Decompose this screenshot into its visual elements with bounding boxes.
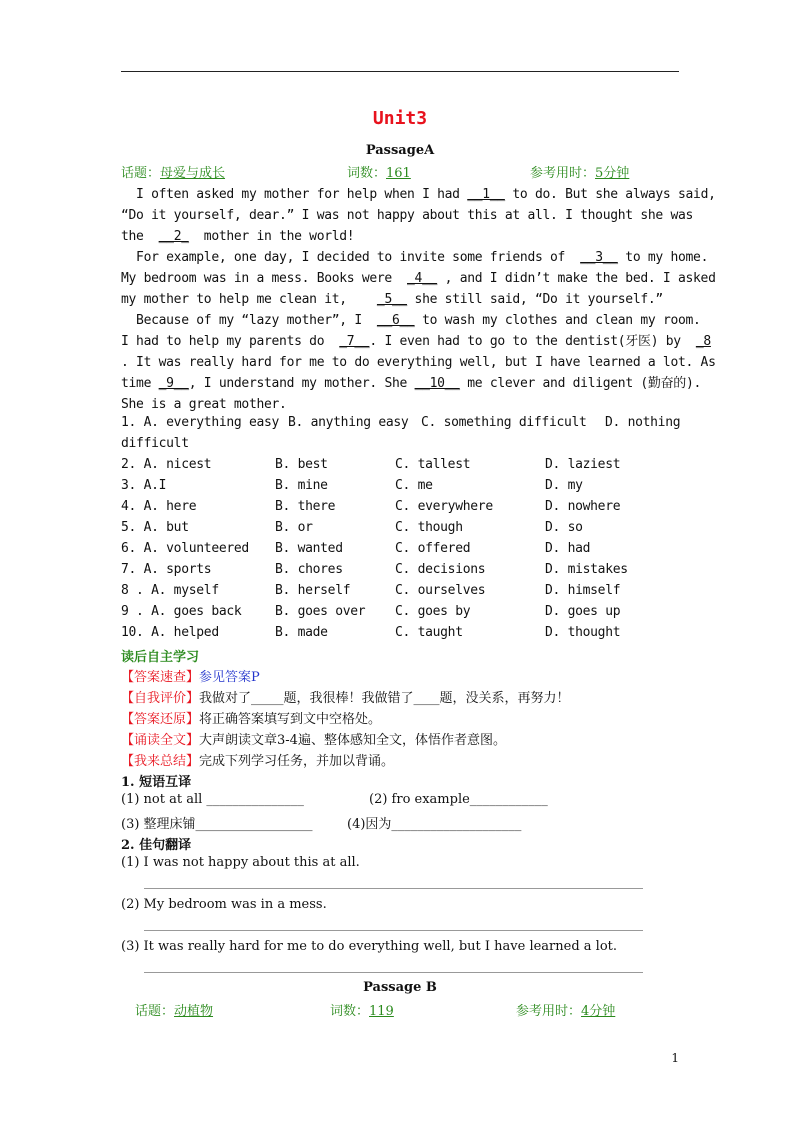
passage-text: she still said, “Do it yourself.”: [407, 292, 663, 307]
top-rule: [121, 71, 679, 72]
passage-text: I often asked my mother for help when I had: [121, 187, 468, 202]
blank[interactable]: _4__: [407, 271, 438, 286]
question-option-b[interactable]: B. there: [275, 499, 336, 514]
passage-text: . It was really hard for me to do everything well, but I have learned a lot. As: [121, 355, 716, 370]
question-option-a[interactable]: 4. A. here: [121, 499, 197, 514]
question-option-d[interactable]: D. my: [545, 478, 583, 493]
passage-line: [121, 373, 702, 394]
passage-a-topic: [121, 162, 225, 181]
question-option-c[interactable]: C. tallest: [395, 457, 471, 472]
phrase-heading: 1. 短语互译: [121, 775, 192, 790]
passage-text: Because of my “lazy mother”, I: [121, 313, 377, 328]
time-label: 参考用时：: [530, 166, 596, 181]
item-text: 我做对了_____题，我很棒！我做错了____题，没关系，再努力！: [199, 691, 570, 706]
item-text: 将正确答案填写到文中空格处。: [199, 712, 382, 727]
question-option-c[interactable]: C. offered: [395, 541, 471, 556]
passage-text: , I understand my mother. She: [188, 376, 415, 391]
question-option-d[interactable]: D. so: [545, 520, 583, 535]
question-option-b[interactable]: B. or: [275, 520, 313, 535]
item-tag: 【诵读全文】: [121, 733, 200, 748]
blank[interactable]: _8: [695, 334, 711, 349]
passage-text: . I even had to go to the dentist(牙医) by: [369, 334, 696, 349]
passage-line: [121, 352, 716, 373]
question-option-d[interactable]: D. goes up: [545, 604, 621, 619]
item-text: 大声朗读文章3-4遍、整体感知全文，体悟作者意图。: [199, 733, 506, 748]
passage-line: [121, 268, 716, 289]
question-option-a[interactable]: 9 . A. goes back: [121, 604, 242, 619]
question-option-b[interactable]: B. wanted: [275, 541, 343, 556]
item-tag: 【我来总结】: [121, 754, 200, 769]
item-tag: 【答案还原】: [121, 712, 200, 727]
passage-line: [121, 247, 709, 268]
passage-text: to my home.: [617, 250, 709, 265]
passage-text: to wash my clothes and clean my room.: [414, 313, 701, 328]
passage-line: [121, 310, 701, 331]
blank[interactable]: _9__: [158, 376, 189, 391]
blank[interactable]: __2_: [158, 229, 189, 244]
passage-text: mother in the world!: [188, 229, 355, 244]
topic-value: 母爱与成长: [160, 166, 226, 181]
question-option-d[interactable]: D. mistakes: [545, 562, 628, 577]
passage-line: [121, 394, 681, 415]
question-option-a[interactable]: 5. A. but: [121, 520, 189, 535]
phrase-3: (3) 整理床铺__________________: [121, 817, 313, 832]
question-option-d[interactable]: D. nowhere: [545, 499, 621, 514]
item-text: 完成下列学习任务，并加以背诵。: [199, 754, 395, 769]
passage-text: My bedroom was in a mess. Books were: [121, 271, 408, 286]
unit-title: Unit3: [372, 108, 428, 129]
self-study-heading: 读后自主学习: [121, 650, 200, 665]
sentence-2: (2) My bedroom was in a mess.: [121, 897, 327, 912]
question-option-d[interactable]: D. had: [545, 541, 591, 556]
blank[interactable]: __3__: [580, 250, 618, 265]
passage-line: [121, 184, 716, 205]
question-option-b[interactable]: B. best: [275, 457, 328, 472]
passage-line: [121, 205, 694, 226]
question-option-d[interactable]: D. nothing: [605, 415, 681, 430]
question-option-a[interactable]: 10. A. helped: [121, 625, 219, 640]
passage-a-wordcount: [347, 162, 411, 181]
question-option-continuation: difficult: [121, 436, 189, 451]
question-option-c[interactable]: C. something difficult: [421, 415, 587, 430]
passage-text: my mother to help me clean it,: [121, 292, 377, 307]
question-option-a[interactable]: 2. A. nicest: [121, 457, 212, 472]
question-option-c[interactable]: C. everywhere: [395, 499, 493, 514]
question-option-c[interactable]: C. ourselves: [395, 583, 486, 598]
question-option-d[interactable]: D. himself: [545, 583, 621, 598]
passage-text: to do. But she always said,: [504, 187, 716, 202]
question-option-b[interactable]: B. mine: [275, 478, 328, 493]
question-option-b[interactable]: B. chores: [275, 562, 343, 577]
passage-b-title: Passage B: [363, 980, 437, 995]
sentence-3: (3) It was really hard for me to do everything well, but I have learned a lot.: [121, 939, 618, 954]
blank[interactable]: __6__: [376, 313, 415, 328]
question-option-a[interactable]: 3. A.I: [121, 478, 167, 493]
time-label: 参考用时：: [516, 1004, 582, 1019]
topic-label: 话题：: [121, 166, 161, 181]
passage-b-topic: [135, 1000, 213, 1019]
question-option-b[interactable]: B. made: [275, 625, 328, 640]
answer-line-2[interactable]: [144, 930, 643, 931]
phrase-2: (2) fro example____________: [369, 792, 548, 807]
passage-a-time: [530, 162, 629, 181]
question-option-d[interactable]: D. laziest: [545, 457, 621, 472]
question-option-c[interactable]: C. though: [395, 520, 463, 535]
sentence-1: (1) I was not happy about this at all.: [121, 855, 360, 870]
question-option-c[interactable]: C. me: [395, 478, 433, 493]
passage-text: She is a great mother.: [121, 397, 287, 412]
passage-text: For example, one day, I decided to invite some friends of: [121, 250, 581, 265]
passage-line: [121, 289, 681, 310]
topic-label: 话题：: [135, 1004, 175, 1019]
passage-b-time: [516, 1000, 615, 1019]
topic-value: 动植物: [174, 1004, 214, 1019]
self-study-item: [121, 666, 260, 685]
wordcount-label: 词数：: [330, 1004, 370, 1019]
blank[interactable]: _5__: [376, 292, 408, 307]
time-value: 4分钟: [581, 1004, 616, 1019]
question-option-c[interactable]: C. taught: [395, 625, 463, 640]
question-option-b[interactable]: B. anything easy: [288, 415, 409, 430]
question-option-d[interactable]: D. thought: [545, 625, 621, 640]
wordcount-value: 119: [369, 1004, 394, 1019]
item-tag: 【自我评价】: [121, 691, 200, 706]
question-option-a[interactable]: 6. A. volunteered: [121, 541, 249, 556]
passage-text: the: [121, 229, 159, 244]
time-value: 5分钟: [595, 166, 630, 181]
question-option-b[interactable]: B. herself: [275, 583, 351, 598]
passage-b-wordcount: [330, 1000, 394, 1019]
passage-text: me clever and diligent (勤奋的).: [459, 376, 702, 391]
item-text[interactable]: 参见答案P: [199, 670, 260, 685]
passage-a-title: PassageA: [365, 143, 435, 158]
phrase-1: (1) not at all _______________: [121, 792, 304, 807]
passage-text: , and I didn’t make the bed. I asked: [437, 271, 716, 286]
question-option-c[interactable]: C. goes by: [395, 604, 471, 619]
item-tag: 【答案速查】: [121, 670, 200, 685]
self-study-item: [121, 729, 506, 748]
wordcount-value: 161: [386, 166, 411, 181]
passage-line: [121, 226, 681, 247]
blank[interactable]: __1__: [467, 187, 505, 202]
blank[interactable]: _7__: [339, 334, 370, 349]
passage-text: time: [121, 376, 159, 391]
sentence-heading: 2. 佳句翻译: [121, 838, 192, 853]
page-number: 1: [671, 1051, 679, 1065]
question-option-a[interactable]: 1. A. everything easy: [121, 415, 280, 430]
blank[interactable]: __10__: [414, 376, 460, 391]
passage-text: “Do it yourself, dear.” I was not happy about this at all. I thought she was: [121, 208, 694, 223]
answer-line-3[interactable]: [144, 972, 643, 973]
question-option-b[interactable]: B. goes over: [275, 604, 366, 619]
question-option-c[interactable]: C. decisions: [395, 562, 486, 577]
passage-text: I had to help my parents do: [121, 334, 340, 349]
self-study-item: [121, 687, 570, 706]
passage-line: [121, 331, 711, 352]
wordcount-label: 词数：: [347, 166, 387, 181]
phrase-4: (4)因为____________________: [347, 817, 522, 832]
question-option-a[interactable]: 7. A. sports: [121, 562, 212, 577]
answer-line-1[interactable]: [144, 888, 643, 889]
self-study-item: [121, 750, 394, 769]
self-study-item: [121, 708, 381, 727]
question-option-a[interactable]: 8 . A. myself: [121, 583, 219, 598]
